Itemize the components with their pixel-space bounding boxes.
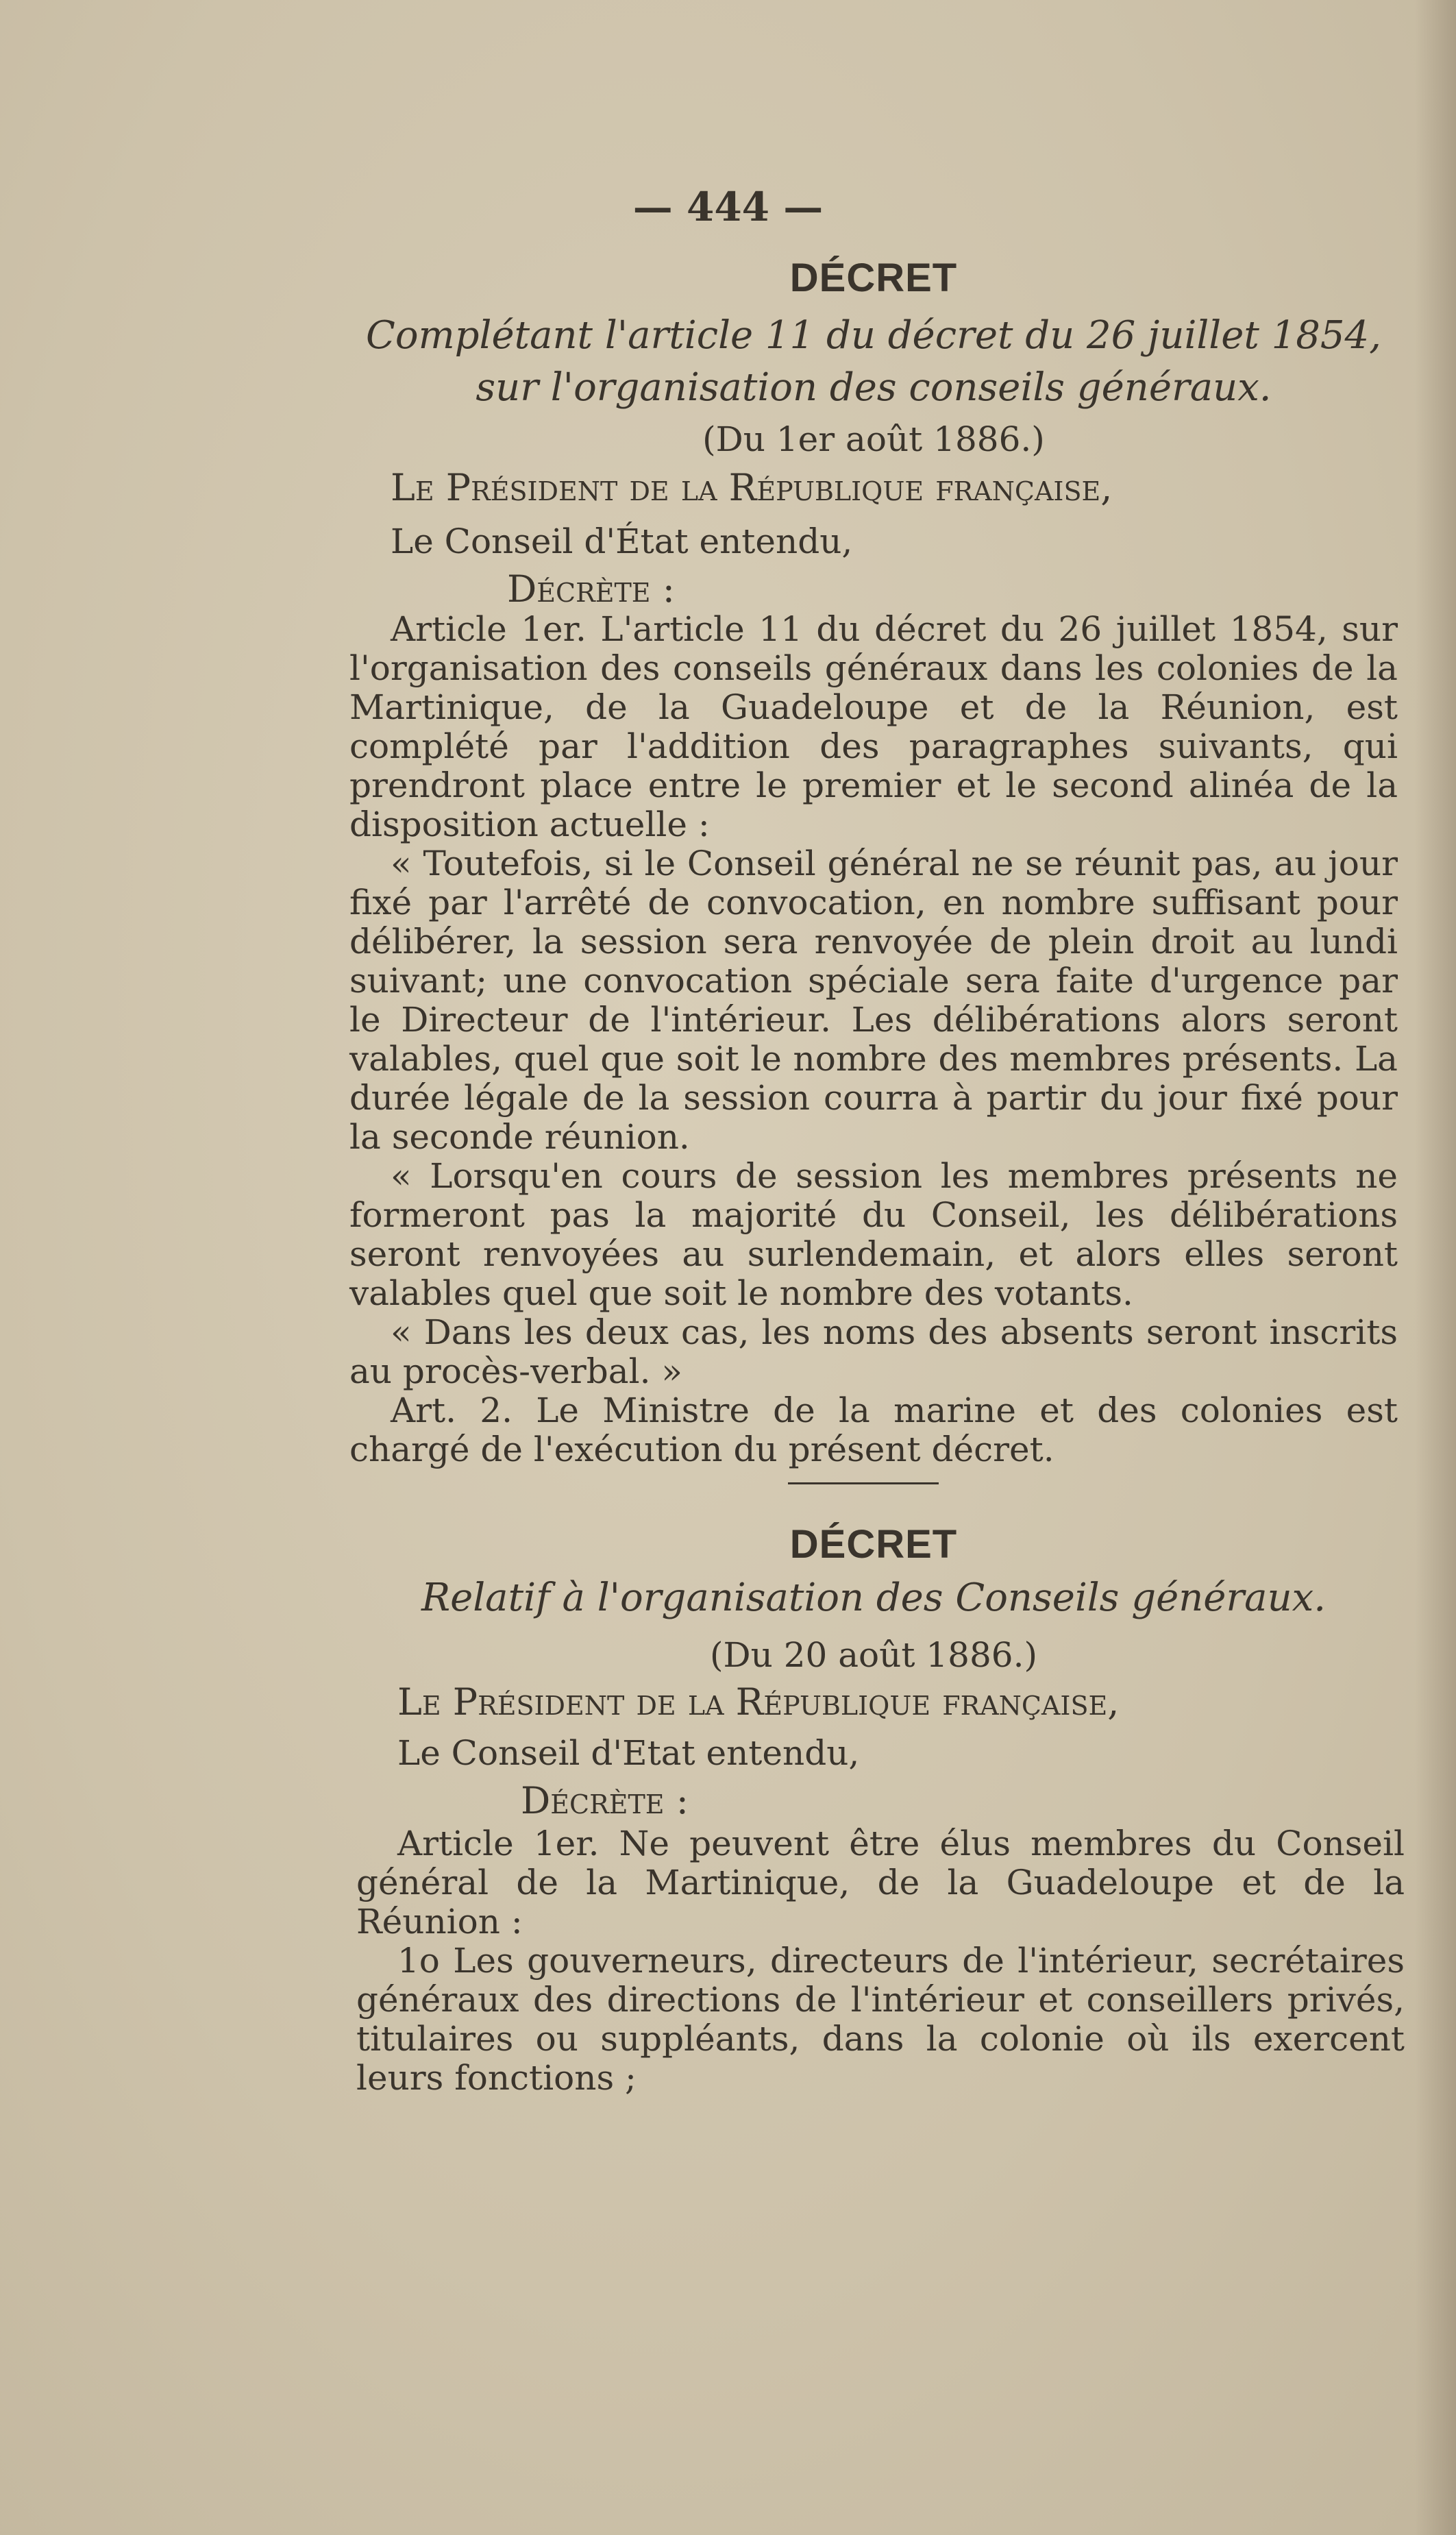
decree1-quote2: « Lorsqu'en cours de session les membres présents ne formeront pas la majorité du Conseil, les délibérations seront renvoyées au surlendemain, et alors elles seront valables quel que soit le nombre des votants. <box>349 1156 1398 1313</box>
page-edge-shadow <box>1415 0 1456 2535</box>
decree1-heading: DÉCRET <box>789 256 958 300</box>
decree2-body <box>356 1824 1405 2098</box>
decree1-president: Le Président de la République française, <box>391 466 1113 509</box>
decree2-title: Relatif à l'organisation des Conseils généraux. <box>421 1576 1327 1620</box>
decree2-item1: 1o Les gouverneurs, directeurs de l'intérieur, secrétaires généraux des directions de l'intérieur et conseillers privés, titulaires ou suppléants, dans la colonie où ils exercent leurs fonctions ; <box>356 1941 1405 2098</box>
decree2-heading: DÉCRET <box>789 1522 958 1567</box>
decree1-decrete: Décrète : <box>507 567 675 611</box>
decree2-president: Le Président de la République française, <box>397 1680 1120 1724</box>
decree1-quote3: « Dans les deux cas, les noms des absents seront inscrits au procès-verbal. » <box>349 1312 1398 1391</box>
decree1-body <box>349 610 1398 1469</box>
decree1-article1: Article 1er. L'article 11 du décret du 26 juillet 1854, sur l'organisation des conseils généraux dans les colonies de la Martinique, de la Guadeloupe et de la Réunion, est complété par l'addition des paragraphes suivants, qui prendront place entre le premier et le second alinéa de la disposition actuelle : <box>349 609 1398 844</box>
decree2-date: (Du 20 août 1886.) <box>710 1635 1037 1675</box>
decree1-council: Le Conseil d'État entendu, <box>391 522 853 561</box>
decree2-decrete: Décrète : <box>521 1779 689 1822</box>
decree2-article1: Article 1er. Ne peuvent être élus membres du Conseil général de la Martinique, de la Guadeloupe et de la Réunion : <box>356 1824 1405 1942</box>
decree1-date: (Du 1er août 1886.) <box>702 419 1045 459</box>
section-divider <box>788 1482 939 1484</box>
decree1-title-line1: Complétant l'article 11 du décret du 26 juillet 1854, <box>366 313 1381 358</box>
decree2-council: Le Conseil d'Etat entendu, <box>397 1733 860 1773</box>
decree1-article2: Art. 2. Le Ministre de la marine et des colonies est chargé de l'exécution du présent décret. <box>349 1391 1398 1469</box>
decree1-title-line2: sur l'organisation des conseils généraux. <box>476 365 1272 410</box>
decree1-quote1: « Toutefois, si le Conseil général ne se réunit pas, au jour fixé par l'arrêté de convocation, en nombre suffisant pour délibérer, la session sera renvoyée de plein droit au lundi suivant; une convocation spéciale sera faite d'urgence par le Directeur de l'intérieur. Les délibérations alors seront valables, quel que soit le nombre des membres présents. La durée légale de la session courra à partir du jour fixé pour la seconde réunion. <box>349 844 1398 1157</box>
page-number: — 444 — <box>632 184 824 230</box>
